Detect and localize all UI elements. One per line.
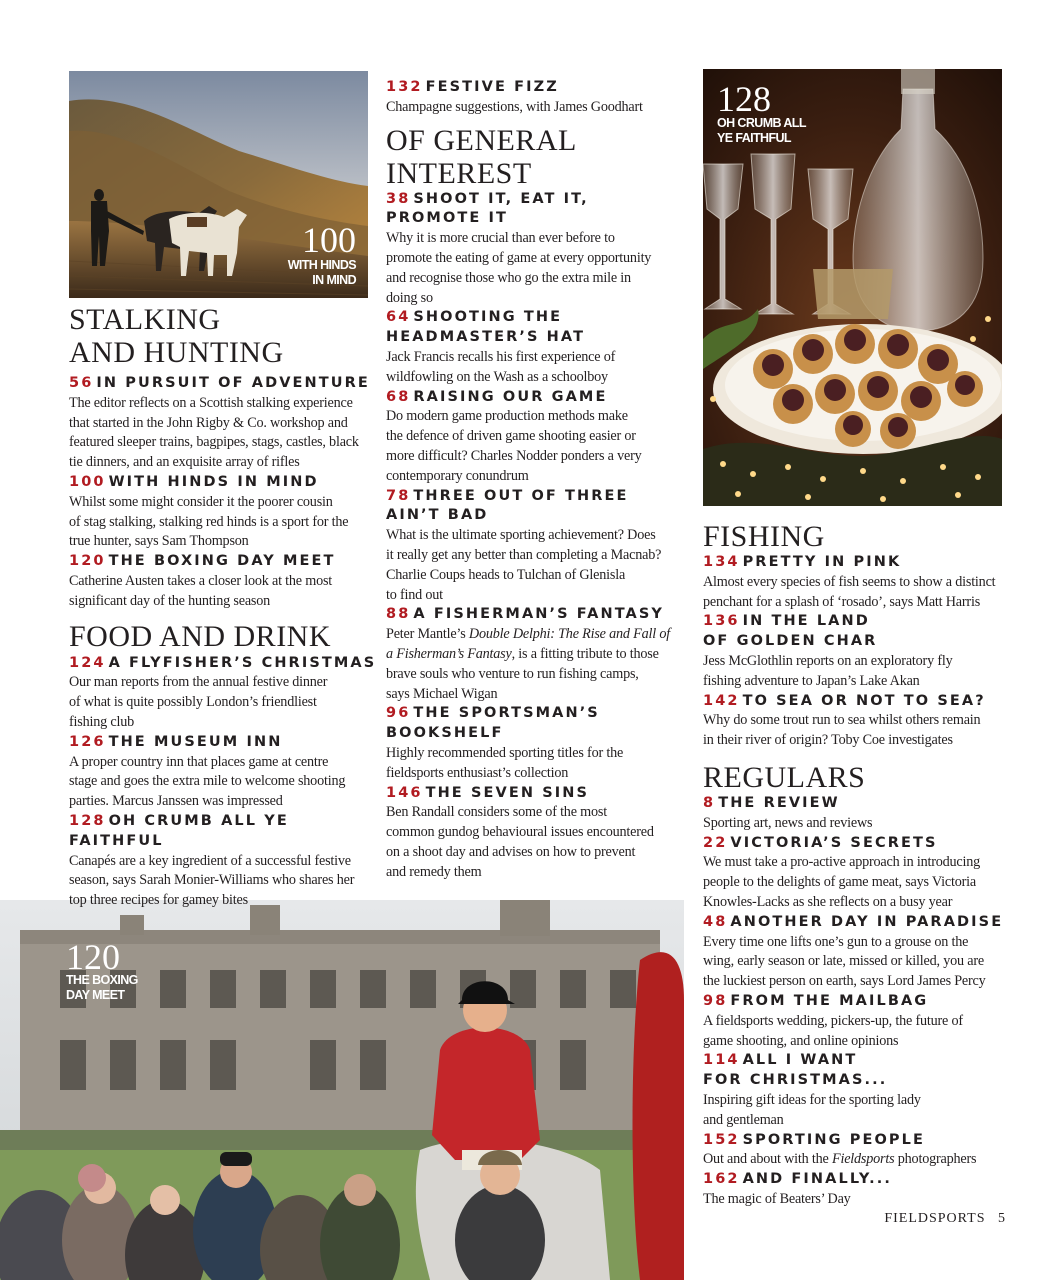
entry-title-line: THE MUSEUM INN	[108, 733, 283, 750]
entry-title-line: IN PURSUIT OF ADVENTURE	[96, 375, 370, 391]
entry-title-line: SHOOT IT, EAT IT,	[413, 190, 589, 207]
contents-entry[interactable]	[386, 388, 682, 487]
contents-entry[interactable]	[703, 553, 1013, 612]
page-number: 5	[998, 1211, 1006, 1226]
photo-with-hinds-in-mind	[69, 71, 368, 298]
description-line: fieldsports enthusiast’s collection	[386, 764, 569, 781]
description-line: We must take a pro-active approach in introducing	[703, 854, 981, 871]
description-line: penchant for a splash of ‘rosado’, says Matt Harris	[703, 593, 981, 610]
description-line: What is the ultimate sporting achievement? Does	[386, 527, 656, 544]
description-line: promote the eating of game at every opportunity	[386, 249, 652, 266]
entry-title	[703, 913, 1013, 933]
entry-title	[703, 1131, 1013, 1151]
description-line: The editor reflects on a Scottish stalking experience	[69, 394, 353, 411]
entry-description	[703, 1012, 1013, 1052]
page-ref: 98	[703, 992, 728, 1009]
entry-title-line: THE SPORTSMAN’S	[413, 705, 600, 722]
page-ref: 88	[386, 606, 411, 623]
entry-title	[386, 605, 682, 625]
entry-title	[386, 388, 682, 408]
entry-description	[703, 1190, 1013, 1210]
entry-title-line: THE SEVEN SINS	[425, 784, 590, 801]
page-ref: 124	[69, 654, 106, 671]
entry-title	[703, 834, 1013, 854]
entry-title-line: PRETTY IN PINK	[742, 554, 902, 570]
section-heading: STALKING AND HUNTING	[69, 303, 284, 369]
contents-entry[interactable]	[386, 704, 682, 783]
description-line: Highly recommended sporting titles for the	[386, 744, 624, 761]
contents-entry[interactable]	[703, 1131, 1013, 1171]
entry-title-line: FROM THE MAILBAG	[730, 992, 929, 1009]
description-line: wing, early season or late, missed or killed, you are	[703, 953, 984, 970]
caption-line: OH CRUMB ALL	[717, 116, 806, 130]
description-line: Why it is more crucial than ever before to	[386, 230, 615, 247]
entry-title	[703, 992, 1013, 1012]
section-fishing	[703, 520, 1013, 751]
entry-title-line: VICTORIA’S SECRETS	[730, 834, 938, 851]
description-line: and gentleman	[703, 1111, 784, 1128]
entry-title-line: BOOKSHELF	[386, 725, 504, 742]
description-line: Catherine Austen takes a closer look at the most	[69, 572, 333, 589]
page-ref: 134	[703, 554, 740, 570]
description-line: says Michael Wigan	[386, 685, 498, 702]
entry-description	[703, 933, 1013, 992]
description-line: true hunter, says Sam Thompson	[69, 533, 249, 550]
photo-oh-crumb-all-ye-faithful	[703, 69, 1002, 506]
entry-description	[386, 98, 682, 118]
description-line: to find out	[386, 586, 443, 603]
description-line: in their river of origin? Toby Coe investigates	[703, 732, 953, 749]
contents-entry[interactable]	[386, 487, 682, 606]
section-heading: FOOD AND DRINK	[69, 619, 332, 653]
description-line: doing so	[386, 289, 433, 306]
photo-boxing-day-meet	[0, 900, 684, 1280]
page-ref: 56	[69, 375, 94, 391]
page-ref: 136	[703, 613, 740, 630]
entry-description	[69, 572, 379, 612]
right-column	[703, 520, 1013, 1210]
entry-title	[703, 692, 1013, 712]
entry-title-line: THE BOXING DAY MEET	[108, 553, 336, 570]
description-line: Peter Mantle’s Double Delphi: The Rise and Fall of	[386, 626, 670, 643]
page-ref: 126	[69, 733, 106, 750]
description-line: Canapés are a key ingredient of a successful festive	[69, 852, 351, 869]
description-line: it really get any better than completing a Macnab?	[386, 546, 662, 563]
page-ref: 64	[386, 309, 411, 326]
contents-entry[interactable]	[703, 1170, 1013, 1210]
description-line: Jess McGlothlin reports on an exploratory fly	[703, 652, 953, 669]
entry-description	[703, 711, 1013, 751]
page-ref: 22	[703, 834, 728, 851]
entry-description	[703, 814, 1013, 834]
entry-description	[386, 229, 682, 308]
description-line: Almost every species of fish seems to show a distinct	[703, 573, 996, 590]
description-line: on a shoot day and advises on how to prevent	[386, 843, 636, 860]
contents-entry[interactable]	[69, 374, 379, 473]
entry-description	[386, 407, 682, 486]
entry-title-line: TO SEA OR NOT TO SEA?	[742, 692, 986, 709]
contents-entry[interactable]	[703, 834, 1013, 913]
entry-title-line: A FLYFISHER’S CHRISTMAS	[108, 654, 377, 671]
entry-description	[386, 348, 682, 388]
description-line: Do modern game production methods make	[386, 408, 628, 425]
contents-entry[interactable]	[703, 992, 1013, 1051]
entry-title-line: FESTIVE FIZZ	[425, 79, 559, 95]
description-line: Charlie Coups heads to Tulchan of Glenisla	[386, 566, 626, 583]
description-line: Inspiring gift ideas for the sporting lady	[703, 1091, 921, 1108]
entry-title-line: RAISING OUR GAME	[413, 388, 608, 405]
entry-description	[386, 744, 682, 784]
entry-title	[703, 553, 1013, 573]
entry-description	[386, 803, 682, 882]
caption-line: IN MIND	[312, 273, 356, 287]
page-ref: 114	[703, 1052, 740, 1069]
description-line: stage and goes the extra mile to welcome shooting	[69, 773, 346, 790]
entry-title-line: HEADMASTER’S HAT	[386, 329, 586, 346]
entry-title-line: WITH HINDS IN MIND	[108, 473, 319, 490]
page-ref: 142	[703, 692, 740, 709]
entry-title-line: ALL I WANT	[742, 1052, 858, 1069]
section-regulars	[703, 761, 1013, 1210]
left-column	[69, 303, 379, 911]
page-ref: 146	[386, 784, 423, 801]
description-line: fishing club	[69, 713, 134, 730]
caption-line: DAY MEET	[66, 988, 125, 1002]
contents-entry[interactable]	[386, 784, 682, 883]
description-line: and remedy them	[386, 863, 482, 880]
entry-title-line: THREE OUT OF THREE	[413, 487, 629, 504]
entry-description	[703, 573, 1013, 613]
contents-entry[interactable]	[386, 605, 682, 704]
entry-description	[69, 493, 379, 552]
entry-title	[69, 733, 379, 753]
description-line: A proper country inn that places game at centre	[69, 753, 329, 770]
entry-description	[703, 853, 1013, 912]
entry-title	[386, 784, 682, 804]
entry-title	[386, 190, 682, 230]
contents-entry[interactable]	[69, 552, 379, 611]
section-heading: REGULARS	[703, 760, 866, 794]
entry-description	[703, 1091, 1013, 1131]
contents-entry[interactable]	[69, 654, 379, 733]
description-line: Whilst some might consider it the poorer cousin	[69, 493, 333, 510]
description-line: Why do some trout run to sea whilst others remain	[703, 712, 981, 729]
page-ref: 152	[703, 1131, 740, 1148]
page-ref: 120	[69, 553, 106, 570]
description-line: contemporary conundrum	[386, 467, 529, 484]
description-line: game shooting, and online opinions	[703, 1032, 899, 1049]
entry-title-line: PROMOTE IT	[386, 210, 509, 227]
page-ref: 128	[69, 812, 106, 829]
entry-title-line: A FISHERMAN’S FANTASY	[413, 606, 665, 623]
contents-entry[interactable]	[69, 812, 379, 911]
description-line: a Fisherman’s Fantasy, is a fitting tribute to those	[386, 645, 659, 662]
entry-title-line: OH CRUMB ALL YE FAITHFUL	[69, 812, 289, 849]
description-line: Our man reports from the annual festive dinner	[69, 674, 328, 691]
description-line: brave souls who venture to run fishing camps,	[386, 665, 639, 682]
description-line: of what is quite possibly London’s friendliest	[69, 694, 317, 711]
page-ref: 38	[386, 190, 411, 207]
contents-entry[interactable]	[703, 1051, 1013, 1130]
contents-entry[interactable]	[69, 733, 379, 812]
entry-title	[386, 487, 682, 527]
contents-entry[interactable]	[703, 692, 1013, 751]
contents-entry[interactable]	[703, 794, 1013, 834]
description-line: Sporting art, news and reviews	[703, 814, 873, 831]
entry-title-line: SHOOTING THE	[413, 309, 563, 326]
entry-description	[386, 625, 682, 704]
page-ref: 78	[386, 487, 411, 504]
description-line: common gundog behavioural issues encountered	[386, 824, 654, 841]
description-line: the luckiest person on earth, says Lord James Percy	[703, 973, 986, 990]
description-line: people to the delights of game meat, says Victoria	[703, 874, 976, 891]
entry-title	[386, 704, 682, 744]
caption-line: THE BOXING	[66, 973, 138, 987]
entry-title-line: THE REVIEW	[718, 794, 840, 811]
page-ref: 100	[69, 473, 106, 490]
description-line: top three recipes for gamey bites	[69, 892, 248, 909]
description-line: Ben Randall considers some of the most	[386, 804, 607, 821]
entry-title	[69, 473, 379, 493]
caption-number: 120	[66, 937, 120, 977]
description-line: Out and about with the Fieldsports photographers	[703, 1151, 977, 1168]
entry-title-line: OF GOLDEN CHAR	[703, 633, 878, 650]
entry-title	[69, 552, 379, 572]
section-food	[69, 620, 379, 911]
entry-title	[703, 612, 1013, 652]
page-ref: 8	[703, 794, 716, 811]
description-line: parties. Marcus Janssen was impressed	[69, 793, 283, 810]
caption-number: 100	[302, 220, 356, 260]
description-line: The magic of Beaters’ Day	[703, 1190, 851, 1207]
section-general	[386, 124, 682, 883]
magazine-name: FIELDSPORTS	[884, 1211, 986, 1226]
entry-title	[703, 1051, 1013, 1091]
description-line: that started in the John Rigby & Co. workshop and	[69, 414, 348, 431]
folio	[884, 1211, 1006, 1227]
entry-title-line: IN THE LAND	[742, 613, 870, 630]
caption-number: 128	[717, 79, 771, 119]
entry-title	[69, 812, 379, 852]
page-ref: 68	[386, 388, 411, 405]
section-stalking	[69, 303, 379, 612]
entry-title-line: FOR CHRISTMAS...	[703, 1072, 888, 1089]
contents-entry[interactable]	[69, 473, 379, 552]
entry-title	[69, 374, 379, 394]
contents-entry[interactable]	[703, 913, 1013, 992]
entry-title-line: ANOTHER DAY IN PARADISE	[730, 913, 1004, 930]
description-line: significant day of the hunting season	[69, 592, 271, 609]
description-line: the defence of driven game shooting easier or	[386, 428, 636, 445]
contents-entry[interactable]	[386, 190, 682, 309]
middle-column	[386, 78, 682, 882]
page-ref: 162	[703, 1171, 740, 1188]
description-line: Jack Francis recalls his first experience of	[386, 348, 616, 365]
section-heading: OF GENERAL INTEREST	[386, 123, 577, 190]
description-line: Every time one lifts one’s gun to a grouse on the	[703, 933, 969, 950]
section-heading: FISHING	[703, 520, 825, 553]
entry-description	[69, 394, 379, 473]
description-line: A fieldsports wedding, pickers-up, the future of	[703, 1012, 963, 1029]
caption-line: YE FAITHFUL	[717, 131, 791, 145]
entry-title-line: SPORTING PEOPLE	[742, 1131, 925, 1148]
entry-description	[69, 673, 379, 732]
entry-description	[703, 1150, 1013, 1170]
description-line: season, says Sarah Monier-Williams who shares her	[69, 872, 355, 889]
description-line: featured sleeper trains, bagpipes, stags, castles, black	[69, 434, 359, 451]
entry-title-line: AND FINALLY...	[742, 1171, 892, 1188]
entry-description	[386, 526, 682, 605]
entry-title-line: AIN’T BAD	[386, 507, 489, 524]
contents-entry[interactable]	[386, 308, 682, 387]
entry-description	[69, 852, 379, 911]
description-line: wildfowling on the Wash as a schoolboy	[386, 368, 608, 385]
description-line: of stag stalking, stalking red hinds is a sport for the	[69, 513, 349, 530]
description-line: more difficult? Charles Nodder ponders a very	[386, 447, 642, 464]
description-line: Knowles-Lacks as she reflects on a busy year	[703, 893, 953, 910]
caption-line: WITH HINDS	[287, 258, 356, 272]
entry-title	[69, 654, 379, 674]
page-ref: 96	[386, 705, 411, 722]
page-ref: 132	[386, 79, 423, 95]
description-line: tie dinners, and an exquisite array of rifles	[69, 454, 300, 471]
entry-title	[703, 794, 1013, 814]
entry-title	[703, 1170, 1013, 1190]
contents-entry[interactable]	[386, 78, 682, 118]
page-ref: 48	[703, 913, 728, 930]
description-line: Champagne suggestions, with James Goodhart	[386, 98, 643, 115]
entry-description	[69, 753, 379, 812]
entry-title	[386, 308, 682, 348]
entry-description	[703, 652, 1013, 692]
description-line: fishing adventure to Japan’s Lake Akan	[703, 672, 920, 689]
entry-title	[386, 78, 682, 98]
description-line: and recognise those who go the extra mile in	[386, 269, 631, 286]
contents-entry[interactable]	[703, 612, 1013, 691]
